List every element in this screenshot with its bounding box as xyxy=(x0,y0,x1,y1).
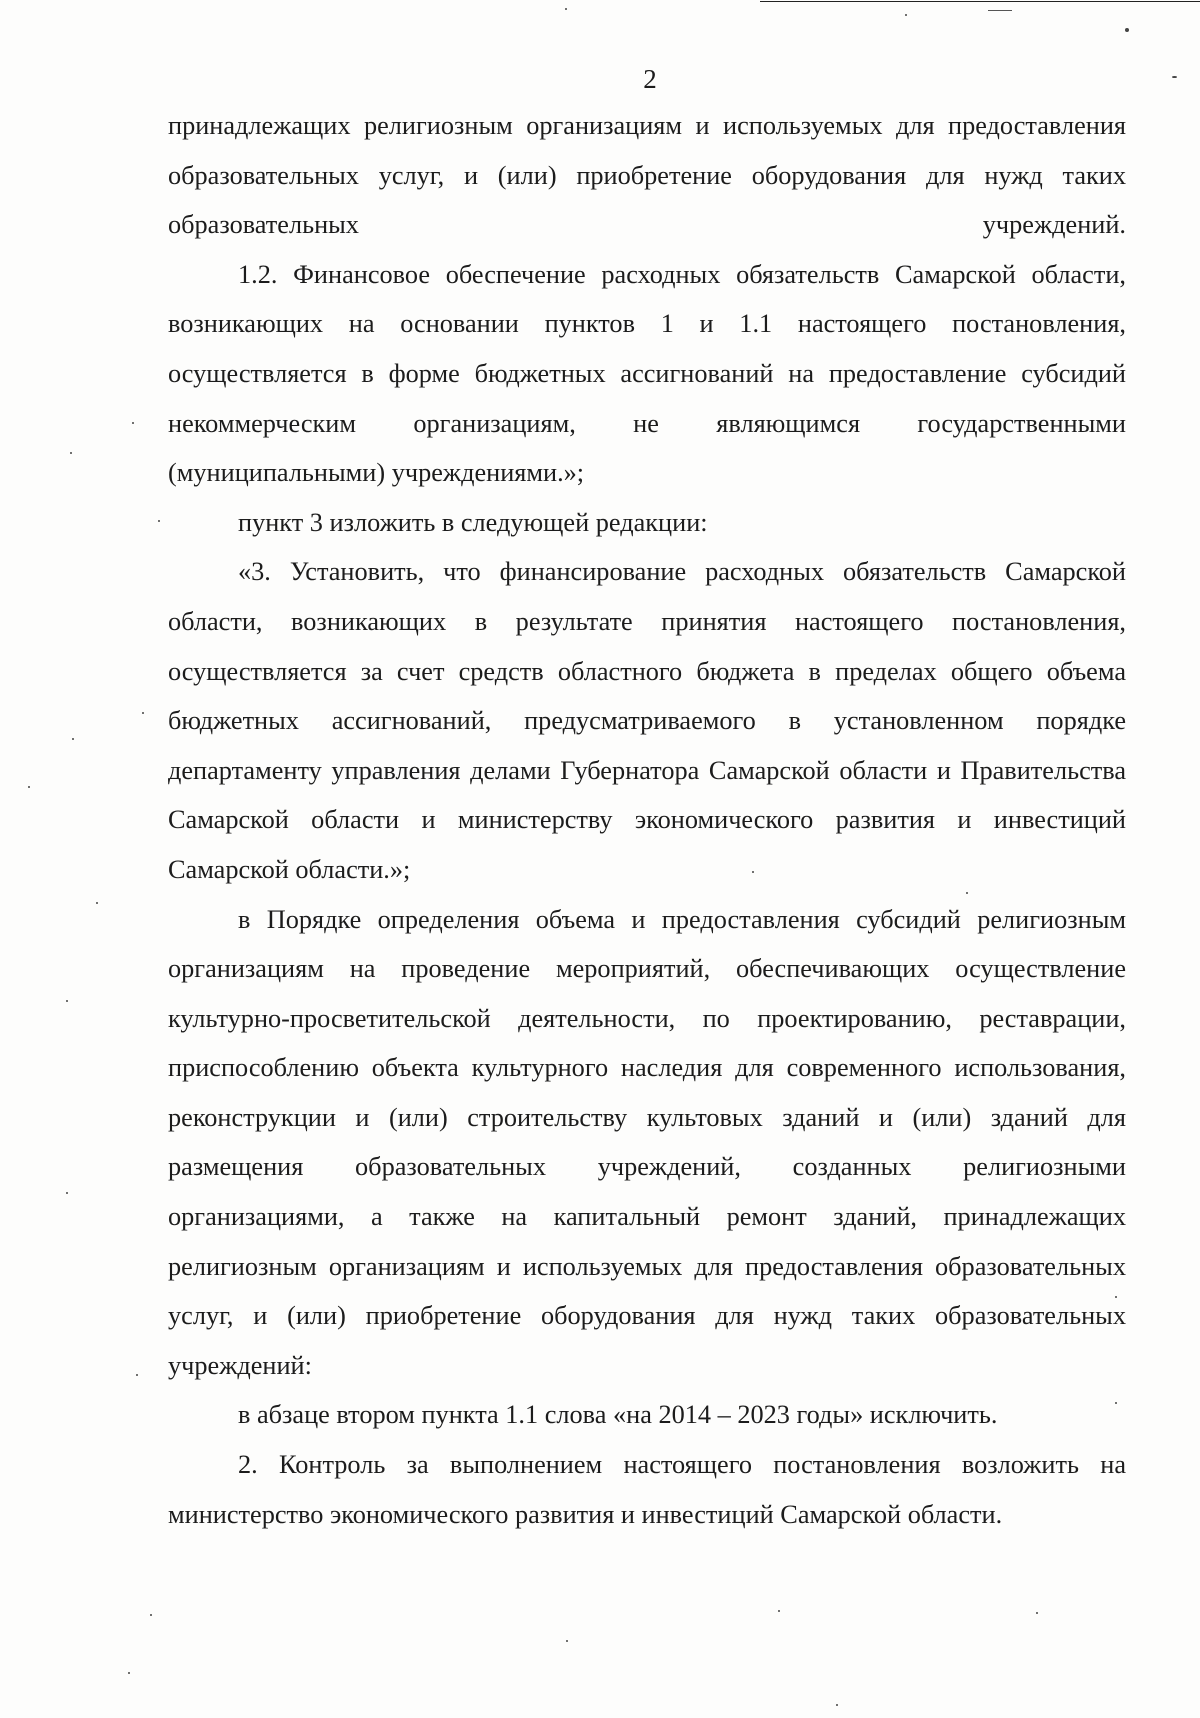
scan-speck xyxy=(158,520,160,522)
scan-speck xyxy=(565,8,567,10)
paragraph-continuation: принадлежащих религиозным организациям и используемых для предоставления образовательных услуг, и (или) приобретение оборудования для нужд таких образовательных учреждений. xyxy=(168,111,1126,240)
paragraph-clause-1-2: 1.2. Финансовое обеспечение расходных обязательств Самарской области, возникающих на основании пунктов 1 и 1.1 настоящего постановления, осуществляется в форме бюджетных ассигнований на предоставление субсидий некоммерческим организациям, не являющимся государственными (муниципальными) учреждениями.»; xyxy=(168,259,1126,488)
scan-speck xyxy=(136,1374,138,1376)
scan-speck xyxy=(1125,28,1129,32)
scan-speck xyxy=(150,1614,152,1616)
scan-edge-line xyxy=(760,1,1200,2)
scan-speck xyxy=(28,786,30,788)
paragraph-clause-1-1-amend: в абзаце втором пункта 1.1 слова «на 2014 – 2023 годы» исключить. xyxy=(238,1400,998,1430)
scan-speck xyxy=(836,1704,838,1706)
scan-speck xyxy=(128,1672,130,1674)
page-number: 2 xyxy=(643,64,657,94)
scan-speck xyxy=(132,422,134,424)
scan-speck xyxy=(1036,1612,1038,1614)
paragraph-procedure: в Порядке определения объема и предоставления субсидий религиозным организациям на проведение мероприятий, обеспечивающих осуществление культурно-просветительской деятельности, по проектированию, реставрации, приспособлению объекта культурного наследия для современного использования, реконструкции и (или) строительству культовых зданий и (или) зданий для размещения образовательных учреждений, созданных религиозными организациями, а также на капитальный ремонт зданий, принадлежащих религиозным организациям и используемых для предоставления образовательных услуг, и (или) приобретение оборудования для нужд таких образовательных учреждений: xyxy=(168,904,1126,1380)
scan-speck xyxy=(66,1192,68,1194)
scan-speck xyxy=(905,14,907,16)
scan-speck xyxy=(72,738,74,740)
paragraph-clause-3: «3. Установить, что финансирование расходных обязательств Самарской области, возникающих в результате принятия настоящего постановления, осуществляется за счет средств областного бюджета в пределах общего объема бюджетных ассигнований, предусматриваемого в установленном порядке департаменту управления делами Губернатора Самарской области и Правительства Самарской области и министерству экономического развития и инвестиций Самарской области.»; xyxy=(168,557,1126,884)
scan-speck xyxy=(96,902,98,904)
paragraph-amend-point-3: пункт 3 изложить в следующей редакции: xyxy=(238,507,708,537)
paragraph-control: 2. Контроль за выполнением настоящего постановления возложить на министерство экономического развития и инвестиций Самарской области. xyxy=(168,1450,1126,1529)
scan-edge-line xyxy=(988,10,1012,11)
scan-speck xyxy=(66,1000,68,1002)
scan-speck xyxy=(70,452,72,454)
scan-speck xyxy=(566,1640,568,1642)
document-body xyxy=(168,101,1126,1539)
scan-speck xyxy=(142,712,144,714)
scan-speck xyxy=(778,1610,780,1612)
